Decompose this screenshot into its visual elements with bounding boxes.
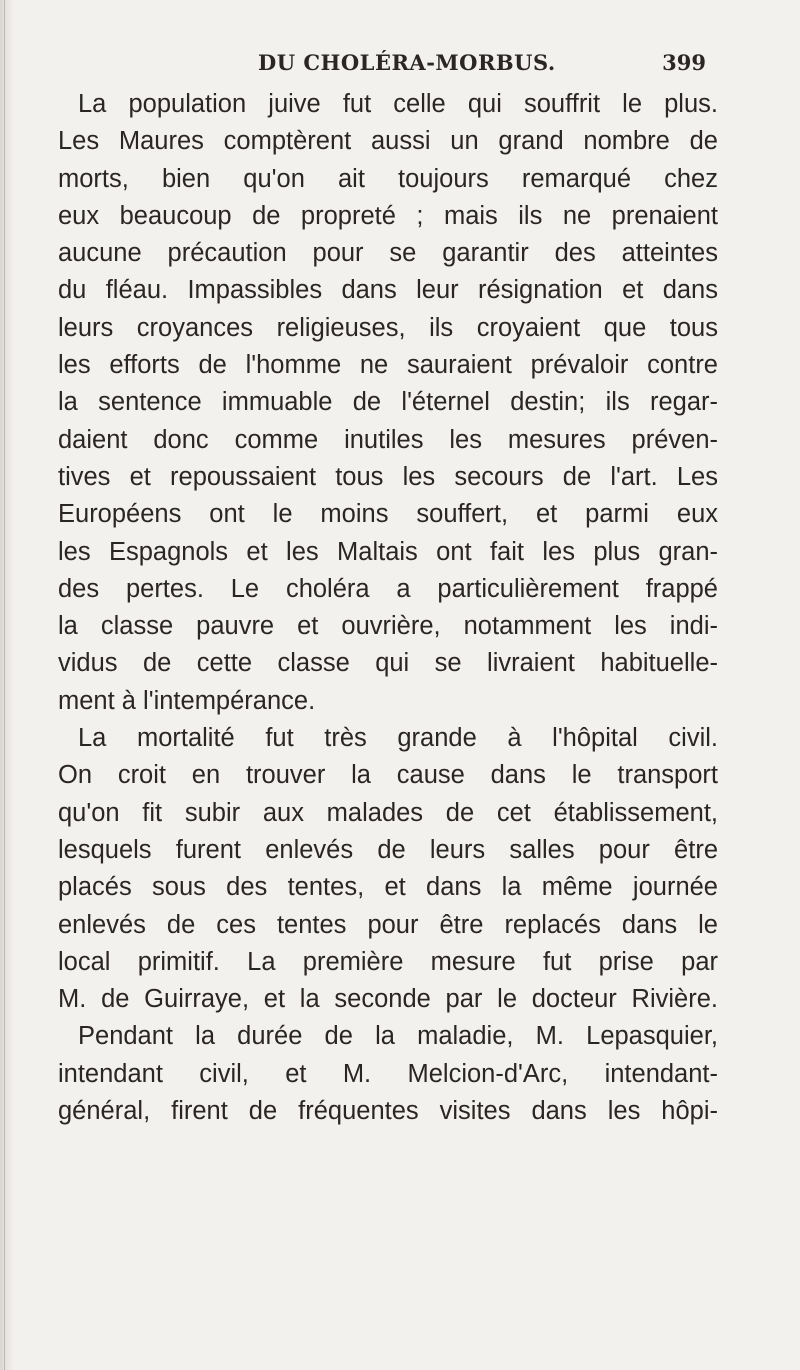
body-text [58,86,718,1130]
text-line: placés sous des tentes, et dans la même journée [58,873,718,902]
text-line: tives et repoussaient tous les secours de l'art. Les [58,462,718,491]
text-line: local primitif. La première mesure fut prise par [58,947,718,976]
page-number: 399 [662,50,706,75]
text-line: général, firent de fréquentes visites dans les hôpi- [58,1097,718,1126]
text-line: leurs croyances religieuses, ils croyaient que tous [58,313,718,342]
text-line: Pendant la durée de la maladie, M. Lepasquier, [78,1022,718,1051]
text-line: ment à l'intempérance. [58,686,316,715]
book-gutter [0,0,14,1370]
text-line: Européens ont le moins souffert, et parmi eux [58,500,718,529]
text-line: Les Maures comptèrent aussi un grand nombre de [58,127,718,156]
text-line: lesquels furent enlevés de leurs salles pour être [58,835,718,864]
text-line: les efforts de l'homme ne sauraient prévaloir contre [58,351,718,380]
text-line: enlevés de ces tentes pour être replacés dans le [58,910,718,939]
text-line: daient donc comme inutiles les mesures préven- [58,425,718,454]
binding-edge [4,0,5,1370]
text-line: qu'on fit subir aux malades de cet établissement, [58,798,718,827]
text-line: morts, bien qu'on ait toujours remarqué chez [58,164,718,193]
text-line: la classe pauvre et ouvrière, notamment les indi- [58,612,718,641]
text-line: eux beaucoup de propreté ; mais ils ne prenaient [58,201,718,230]
book-page [58,44,718,1130]
text-line: On croit en trouver la cause dans le transport [58,761,718,790]
text-line: des pertes. Le choléra a particulièrement frappé [58,574,718,603]
running-title: DU CHOLÉRA-MORBUS. [258,50,556,75]
text-line: la sentence immuable de l'éternel destin; ils regar- [58,388,718,417]
running-header [58,44,718,78]
text-line: du fléau. Impassibles dans leur résignation et dans [58,276,718,305]
text-line: M. de Guirraye, et la seconde par le docteur Rivière. [58,985,718,1014]
text-line: les Espagnols et les Maltais ont fait les plus gran- [58,537,718,566]
text-line: vidus de cette classe qui se livraient habituelle- [58,649,718,678]
text-line: aucune précaution pour se garantir des atteintes [58,239,718,268]
text-line: intendant civil, et M. Melcion-d'Arc, intendant- [58,1059,718,1088]
text-line: La population juive fut celle qui souffrit le plus. [78,90,718,118]
text-line: La mortalité fut très grande à l'hôpital civil. [78,724,718,753]
